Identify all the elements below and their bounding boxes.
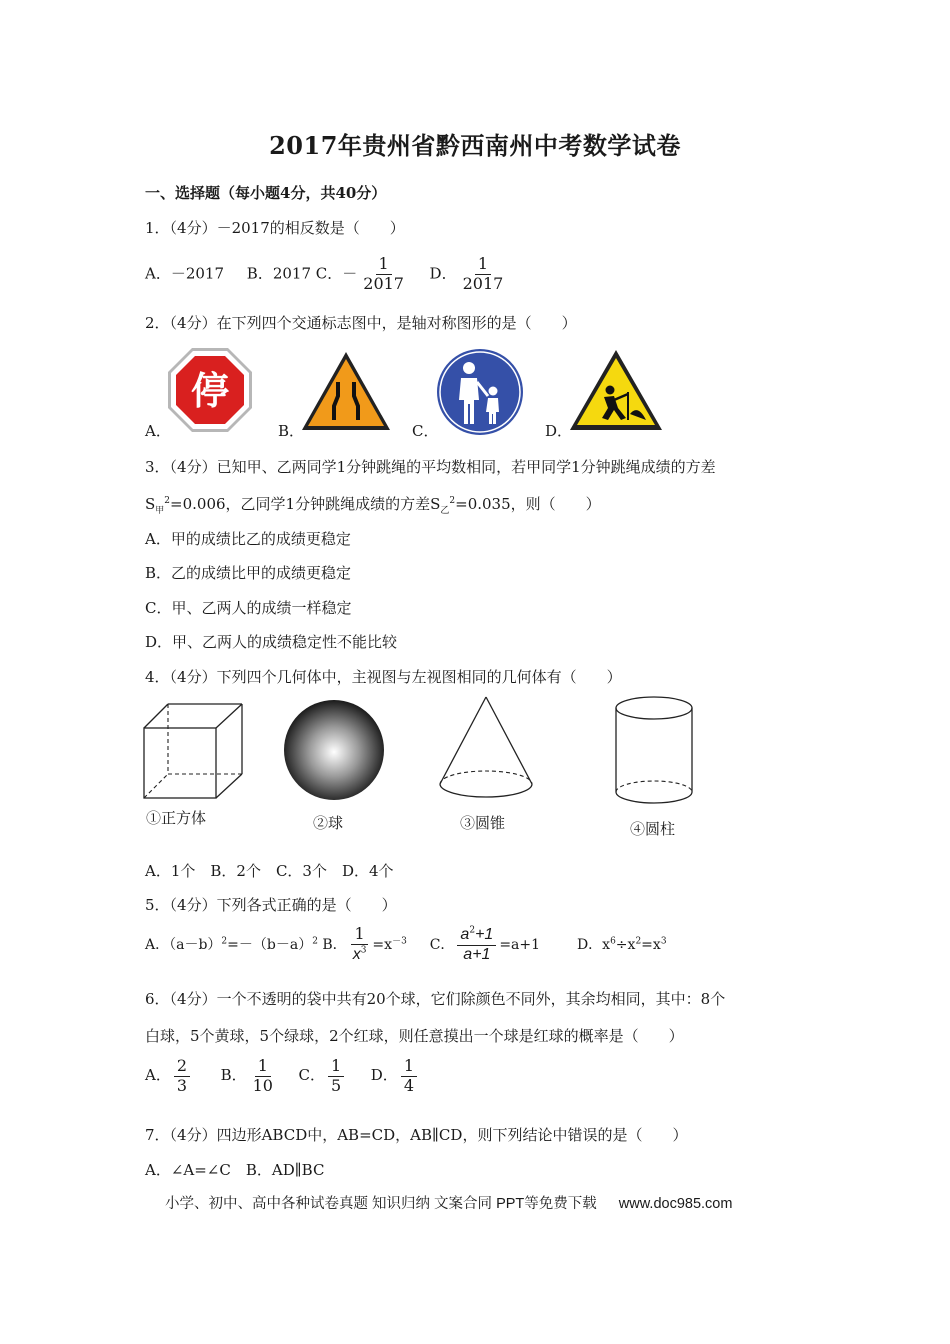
fraction-numerator: 1 [401,1058,417,1077]
option-label: C． [298,1066,326,1085]
superscript: 2 [312,936,318,947]
q3-option-a: A．甲的成绩比乙的成绩更稳定 [145,530,351,548]
q6-option-d [370,1056,420,1095]
fraction-numerator: 2 [174,1058,190,1077]
q2-label-d: D． [545,422,573,440]
q5-b-prefix: B． [322,936,347,953]
variance-sub-jia: 甲 [155,506,165,516]
fraction-denominator: 5 [331,1075,342,1095]
superscript: 2 [164,496,171,506]
q5-option-a [145,937,318,953]
sphere-figure [282,698,386,802]
q6-options [145,1058,420,1095]
q6-d-fraction [401,1058,417,1095]
superscript: 3 [360,945,367,956]
q1-option-a: A．－2017 [145,264,225,283]
option-label: A． [145,1066,171,1085]
q1-option-c-prefix: C．－ [315,264,358,283]
fraction-denominator: 4 [403,1075,414,1095]
variance-symbol: S [145,495,156,513]
option-label: B． [220,1066,247,1085]
q1-option-b: B．2017 [246,264,311,283]
footer-text: 小学、初中、高中各种试卷真题 知识归纳 文案合同 PPT等免费下载 [165,1196,597,1212]
fraction-denominator: 2017 [363,273,404,293]
narrow-road-sign-icon [300,350,392,432]
section-heading: 一、选择题（每小题4分，共40分） [145,184,387,202]
fraction-denominator: 3 [176,1075,188,1095]
fraction-numerator: 1 [376,256,392,275]
option-label: D． [370,1066,398,1085]
fraction-denominator [350,945,370,964]
superscript: 2 [449,496,456,506]
cylinder-figure [612,694,696,808]
q5-a-mid: =－（b－a） [227,936,313,953]
q2-label-a: A． [145,422,171,440]
q3-stem-line2 [145,493,601,516]
q6-option-c [298,1056,348,1095]
q5-b-rhs: =x [372,936,393,953]
superscript: 3 [660,936,667,947]
cone-label: ③圆锥 [460,815,506,832]
q5-d-text: D．x [576,936,611,953]
q3-text-part3: =0.035，则（ ） [455,495,601,513]
q5-a-text: A．（a－b） [145,936,222,953]
fraction-numerator: 1 [475,256,491,275]
stop-sign-text: 停 [190,369,230,413]
fraction-numerator: 1 [328,1058,344,1077]
q6-b-fraction [250,1058,276,1095]
fraction-denominator: 10 [252,1075,273,1095]
superscript: 6 [610,936,616,947]
q1-option-c-fraction [360,256,407,293]
superscript: 2 [469,925,476,936]
fraction-numerator: 1 [255,1058,271,1077]
q5-options [145,926,667,964]
road-works-sign-icon [568,348,664,432]
cylinder-label: ④圆柱 [630,821,676,838]
q6-stem-line1: 6．（4分）一个不透明的袋中共有20个球，它们除颜色不同外，其余均相同，其中：8个 [145,990,726,1008]
superscript: 2 [635,936,642,947]
footer-site-link[interactable]: www.doc985.com [618,1196,733,1212]
pedestrian-sign-icon [436,348,524,436]
stop-sign-icon [166,346,254,434]
q3-text-part2: =0.006，乙同学1分钟跳绳成绩的方差S [170,495,441,513]
q1-options [145,256,509,293]
q3-option-b: B．乙的成绩比甲的成绩更稳定 [145,564,352,582]
q5-d-mid: ÷x [615,936,636,953]
q5-d-mid2: =x [641,936,661,953]
cone-figure [436,694,536,802]
q5-c-rhs: =a+1 [499,936,541,953]
q5-c-prefix: C． [429,936,455,953]
superscript: －3 [392,936,407,947]
fraction-numerator: 1 [351,926,367,945]
page-title: 2017年贵州省黔西南州中考数学试卷 [269,131,681,160]
q6-option-b [220,1056,279,1095]
sphere-label: ②球 [313,815,344,832]
q7-stem: 7．（4分）四边形ABCD中，AB=CD，AB∥CD，则下列结论中错误的是（ ） [145,1126,688,1144]
q5-option-d [577,937,667,953]
cube-label: ①正方体 [146,810,207,827]
q4-stem: 4．（4分）下列四个几何体中，主视图与左视图相同的几何体有（ ） [145,668,622,686]
q1-option-d-prefix: D． [429,264,457,283]
variance-sub-yi: 乙 [440,506,450,516]
q5-option-c [429,925,541,963]
q2-stem: 2．（4分）在下列四个交通标志图中，是轴对称图形的是（ ） [145,314,577,332]
q5-c-num-tail: +1 [475,926,494,943]
q2-label-c: C． [412,422,439,440]
q1-option-d-fraction [460,256,507,293]
q5-option-b [322,924,407,963]
q3-option-c: C．甲、乙两人的成绩一样稳定 [145,599,352,617]
q2-label-b: B． [278,422,305,440]
q3-stem-line1: 3．（4分）已知甲、乙两同学1分钟跳绳的平均数相同，若甲同学1分钟跳绳成绩的方差 [145,458,716,476]
fraction-numerator [457,926,496,946]
q6-stem-line2: 白球，5个黄球，5个绿球，2个红球，则任意摸出一个球是红球的概率是（ ） [145,1027,684,1045]
q5-b-den-var: x [352,945,361,963]
footer [165,1192,732,1213]
q1-stem: 1．（4分）－2017的相反数是（ ） [145,219,405,237]
cube-figure [140,700,250,804]
fraction-denominator: a+1 [463,945,491,963]
q5-c-fraction [457,926,496,964]
q6-option-a [145,1056,193,1095]
q5-c-num-var: a [460,926,470,943]
fraction-denominator: 2017 [462,273,504,293]
q5-b-fraction [350,926,370,964]
q5-stem: 5．（4分）下列各式正确的是（ ） [145,896,397,914]
q7-options: A．∠A=∠C B．AD∥BC [145,1161,325,1179]
q3-option-d: D．甲、乙两人的成绩稳定性不能比较 [145,633,398,651]
q4-options: A．1个 B．2个 C．3个 D．4个 [145,862,394,880]
q6-c-fraction [328,1058,344,1095]
superscript: 2 [221,936,228,947]
q6-a-fraction [174,1058,190,1095]
